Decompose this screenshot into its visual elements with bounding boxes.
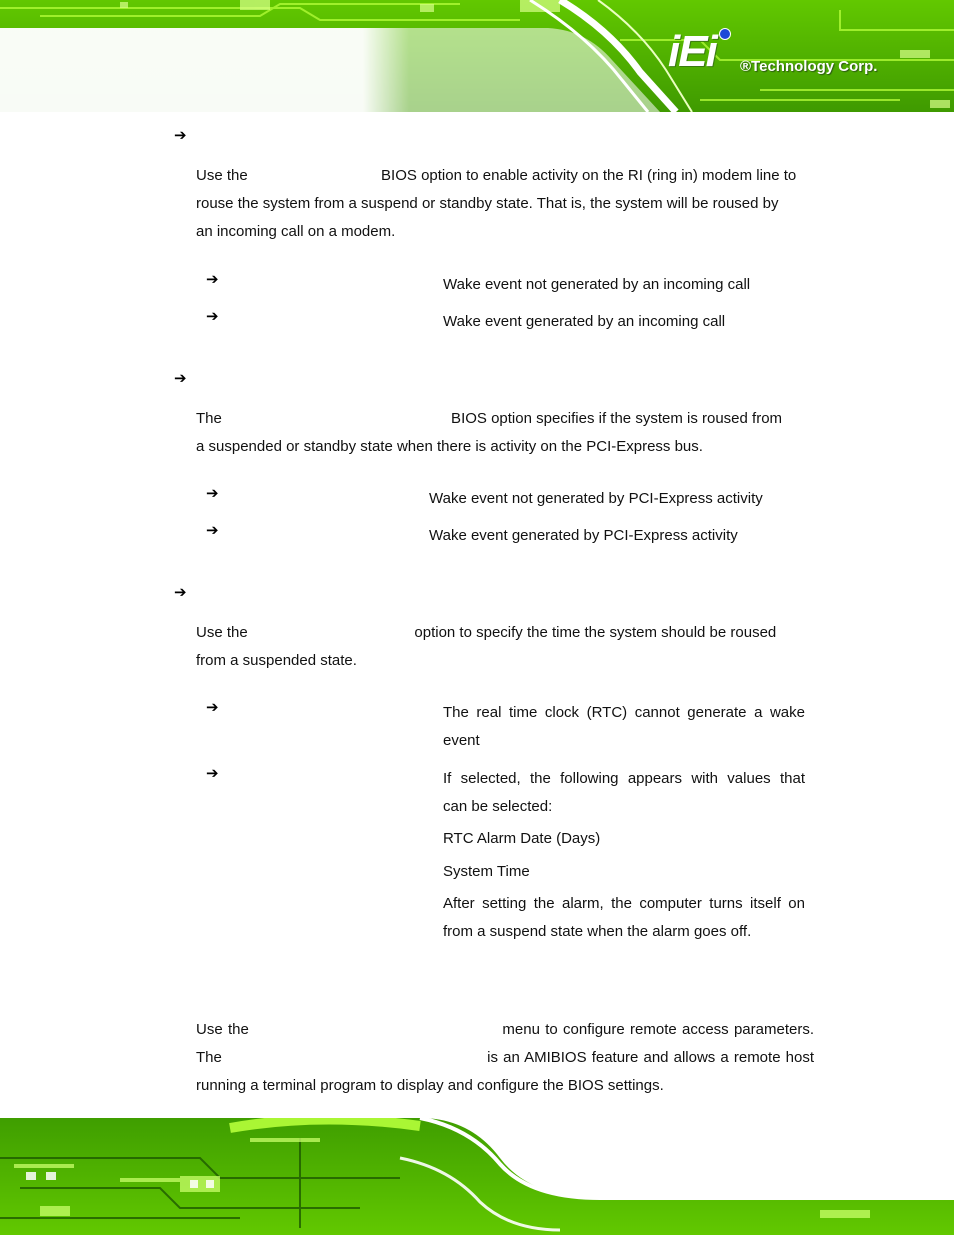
paragraph-line: running a terminal program to display and configure the BIOS settings. bbox=[196, 1077, 664, 1094]
page-footer-banner bbox=[0, 1118, 954, 1235]
section-arrow-icon: ➔ bbox=[174, 126, 187, 144]
paragraph-line: Use the menu to configure remote access parameters. bbox=[196, 1021, 814, 1038]
option-description bbox=[443, 699, 805, 755]
circuit-board-footer-graphic bbox=[0, 1118, 954, 1235]
paragraph-line: an incoming call on a modem. bbox=[196, 223, 396, 240]
logo-dot-icon bbox=[719, 28, 731, 40]
option-arrow-icon: ➔ bbox=[206, 764, 219, 782]
section-1-paragraph bbox=[196, 162, 814, 246]
option-arrow-icon: ➔ bbox=[206, 521, 219, 539]
paragraph-line: The is an AMIBIOS feature and allows a remote host bbox=[196, 1049, 814, 1066]
iei-logo bbox=[664, 26, 924, 86]
option-note-line: from a suspend state when the alarm goes off. bbox=[443, 923, 752, 940]
page-header-banner bbox=[0, 0, 954, 112]
section-arrow-icon: ➔ bbox=[174, 369, 187, 387]
iei-logo-mark: iEi bbox=[668, 27, 716, 76]
option-arrow-icon: ➔ bbox=[206, 270, 219, 288]
paragraph-line: The BIOS option specifies if the system is roused from bbox=[196, 410, 783, 427]
option-arrow-icon: ➔ bbox=[206, 307, 219, 325]
option-description: Wake event generated by PCI-Express activity bbox=[429, 527, 738, 544]
option-note bbox=[443, 890, 805, 946]
paragraph-line: from a suspended state. bbox=[196, 652, 357, 669]
closing-paragraph bbox=[196, 1016, 814, 1100]
option-arrow-icon: ➔ bbox=[206, 484, 219, 502]
paragraph-line: Use the BIOS option to enable activity on the RI (ring in) modem line to bbox=[196, 167, 797, 184]
paragraph-line: a suspended or standby state when there is activity on the PCI-Express bus. bbox=[196, 438, 703, 455]
section-arrow-icon: ➔ bbox=[174, 583, 187, 601]
option-note-line: After setting the alarm, the computer turns itself on bbox=[443, 895, 805, 912]
paragraph-line: rouse the system from a suspend or standby state. That is, the system will be roused by bbox=[196, 195, 779, 212]
option-description-line: If selected, the following appears with values that bbox=[443, 770, 805, 787]
section-3-paragraph bbox=[196, 619, 814, 675]
option-description-line: event bbox=[443, 732, 480, 749]
section-2-paragraph bbox=[196, 405, 814, 461]
logo-text: ®Technology Corp. bbox=[740, 58, 878, 75]
option-description: Wake event not generated by PCI-Express activity bbox=[429, 490, 763, 507]
option-value-item: System Time bbox=[443, 863, 530, 880]
option-value-item: RTC Alarm Date (Days) bbox=[443, 830, 601, 847]
option-arrow-icon: ➔ bbox=[206, 698, 219, 716]
option-description: Wake event not generated by an incoming call bbox=[443, 276, 751, 293]
paragraph-line: Use the option to specify the time the system should be roused bbox=[196, 624, 777, 641]
option-description-line: can be selected: bbox=[443, 798, 553, 815]
option-description bbox=[443, 765, 805, 821]
option-description-line: The real time clock (RTC) cannot generate a wake bbox=[443, 704, 805, 721]
option-description: Wake event generated by an incoming call bbox=[443, 313, 726, 330]
